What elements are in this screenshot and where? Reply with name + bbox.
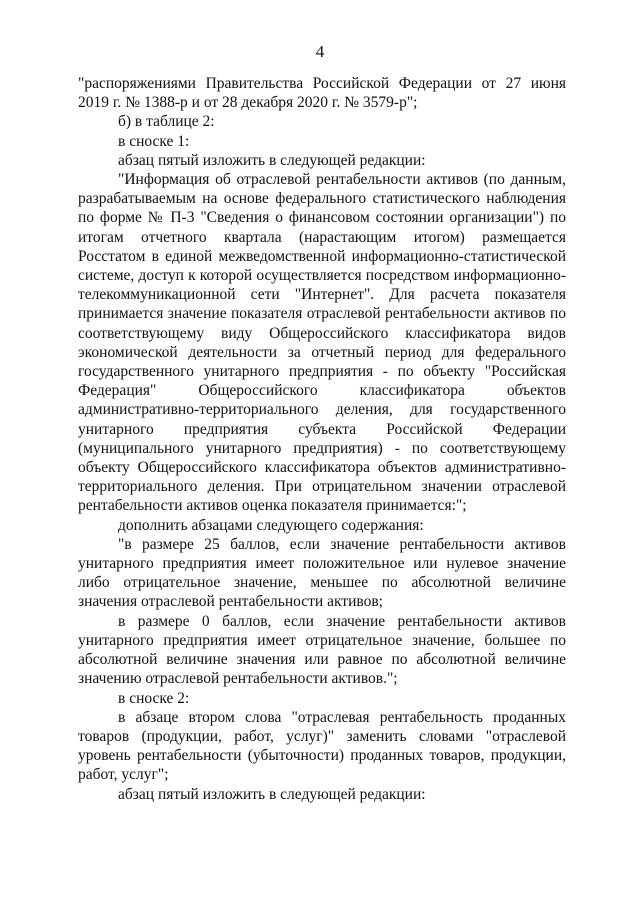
paragraph-7: "в размере 25 баллов, если значение рентабельности активов унитарного предприятия имеет положительное или нулевое значение либо отрицательное значение, меньшее по абсолютной величине значения отраслевой рентабельности активов;: [78, 535, 566, 611]
page-number: 4: [315, 42, 325, 61]
paragraph-5: "Информация об отраслевой рентабельности активов (по данным, разрабатываемым на основе федерального статистического наблюдения по форме № П-3 "Сведения о финансовом состоянии организации") по итогам отчетного квартала (нарастающим итогом) размещается Росстатом в единой межведомственной информационно-статистической системе, доступ к которой осуществляется посредством информационно-телекоммуникационной сети "Интернет". Для расчета показателя принимается значение показателя отраслевой рентабельности активов по соответствующему виду Общероссийского классификатора видов экономической деятельности за отчетный период для федерального государственного унитарного предприятия - по объекту "Российская Федерация" Общероссийского классификатора объектов административно-территориального деления, для государственного унитарного предприятия субъекта Российской Федерации (муниципального унитарного предприятия) - по соответствующему объекту Общероссийского классификатора объектов административно-территориального деления. При отрицательном значении отраслевой рентабельности активов оценка показателя принимается:";: [78, 171, 566, 515]
paragraph-6: дополнить абзацами следующего содержания:: [118, 516, 424, 534]
document-body: [78, 74, 566, 804]
paragraph-10: в абзаце втором слова "отраслевая рентабельность проданных товаров (продукции, работ, услуг)" заменить словами "отраслевой уровень рентабельности (убыточности) проданных товаров, продукции, работ, услуг";: [78, 708, 566, 784]
paragraph-9: в сноске 2:: [118, 689, 190, 707]
paragraph-1: "распоряжениями Правительства Российской Федерации от 27 июня 2019 г. № 1388-р и от 28 декабря 2020 г. № 3579-р";: [78, 75, 566, 112]
paragraph-3: в сноске 1:: [118, 132, 190, 150]
paragraph-2: б) в таблице 2:: [118, 113, 215, 131]
paragraph-11: абзац пятый изложить в следующей редакции:: [118, 785, 426, 803]
paragraph-8: в размере 0 баллов, если значение рентабельности активов унитарного предприятия имеет отрицательное значение, большее по абсолютной величине значения или равное по абсолютной величине значению отраслевой рентабельности активов.";: [78, 612, 566, 688]
paragraph-4: абзац пятый изложить в следующей редакции:: [118, 151, 426, 169]
